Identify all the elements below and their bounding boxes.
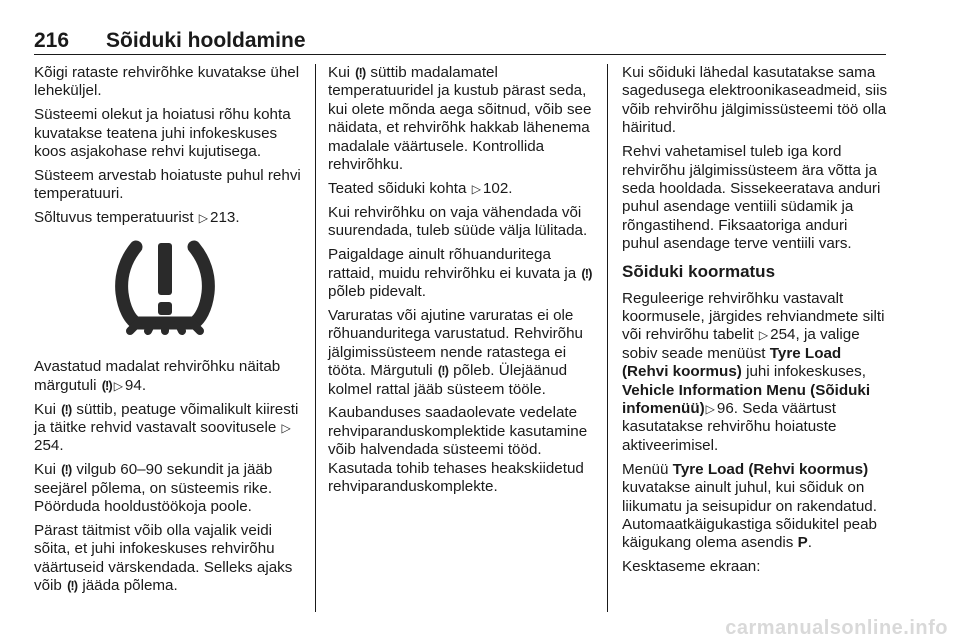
reference-arrow-icon: ▷	[758, 328, 769, 343]
tire-warning-icon: (!)	[581, 265, 592, 281]
paragraph: Kui sõiduki lähedal kasutatakse sama sagedusega elektroonikaseadmeid, siis võib rehvirõhu jälgimissüsteemi töö olla häiritud.	[622, 64, 888, 137]
tire-pressure-warning-icon	[34, 233, 296, 338]
watermark: carmanualsonline.info	[725, 617, 948, 639]
paragraph: Rehvi vahetamisel tuleb iga kord rehvirõhu jälgimissüsteem ära võtta ja seda hooldada. Sissekeeratava anduri puhul asendage ventiili südamik ja rõngastihend. Fiksaatoriga anduri puhul asendage terve ventiili vars.	[622, 143, 881, 253]
paragraph: Kui rehvirõhku on vaja vähendada või suurendada, tuleb süüde välja lülitada.	[328, 203, 588, 240]
menu-name: Tyre Load (Rehvi koormus)	[622, 344, 842, 381]
paragraph: Kui (!) süttib madalamatel temperatuuridel ja kustub pärast seda, kui olete mõnda aega sõitnud, võib see näidata, et rehvirõhk hakkab lähenema madalale väärtusele. Kontrollida rehvirõhku.	[328, 64, 592, 174]
page-reference[interactable]: 96.	[716, 400, 739, 417]
paragraph: Sõltuvus temperatuurist ▷ 213.	[34, 209, 240, 227]
paragraph: Reguleerige rehvirõhku vastavalt koormusele, järgides rehviandmete silti või rehvirõhu tabelit ▷ 254, ja valige sobiv seade menüüst Tyre Load (Rehvi koormus) juhi infokeskuses, Vehicle Information Menu (Sõiduki infomenüü)▷ 96. Seda väärtust kasutatakse rehvirõhu hoiatuste aktiveerimisel.	[622, 289, 885, 454]
tire-warning-icon: (!)	[437, 363, 448, 379]
reference-arrow-icon: ▷	[281, 420, 291, 435]
column-2	[328, 64, 593, 502]
paragraph: Süsteemi olekut ja hoiatusi rõhu kohta kuvatakse teatena juhi infokeskuses koos asjakohase rehvi kujutisega.	[34, 106, 291, 161]
reference-arrow-icon: ▷	[471, 181, 481, 196]
section-heading: Sõiduki koormatus	[622, 261, 776, 281]
paragraph: Süsteem arvestab hoiatuste puhul rehvi temperatuuri.	[34, 167, 301, 203]
tire-warning-icon: (!)	[61, 401, 72, 417]
reference-arrow-icon: ▷	[198, 211, 208, 226]
reference-arrow-icon: ▷	[113, 378, 123, 393]
paragraph: Menüü Tyre Load (Rehvi koormus) kuvatakse ainult juhul, kui sõiduk on liikumatu ja seisupidur on rakendatud. Automaatkäigukastiga sõidukitel peab käigukang olema asendis P.	[622, 460, 877, 552]
paragraph: Paigaldage ainult rõhuanduritega rattaid, muidu rehvirõhku ei kuvata ja (!) põleb pidevalt.	[328, 246, 592, 300]
page-reference[interactable]: 213.	[210, 209, 240, 227]
gear-position: P	[797, 534, 808, 552]
paragraph: Teated sõiduki kohta ▷ 102.	[328, 179, 513, 197]
column-1	[34, 64, 304, 601]
page-reference[interactable]: 254.	[34, 437, 64, 455]
page-number: 216	[34, 29, 70, 52]
menu-name: Vehicle Information Menu (Sõiduki infomenüü)	[622, 381, 871, 417]
column-divider	[315, 64, 316, 612]
menu-name: Tyre Load (Rehvi koormus)	[672, 460, 869, 478]
paragraph: Avastatud madalat rehvirõhku näitab märgutuli (!) ▷ 94.	[34, 358, 281, 394]
page-reference[interactable]: 94.	[124, 376, 147, 394]
column-3	[622, 64, 888, 582]
paragraph: Kui (!) vilgub 60–90 sekundit ja jääb seejärel põlema, on süsteemis rike. Pöörduda hooldustöökoja poole.	[34, 461, 273, 516]
column-divider	[607, 64, 608, 612]
page-reference[interactable]: 254	[770, 326, 796, 344]
page-reference[interactable]: 102.	[482, 179, 513, 197]
paragraph: Kaubanduses saadaolevate vedelate rehviparanduskomplektide kasutamine võib halvendada süsteemi tööd. Kasutada tohib tehases heakskiidetud rehviparanduskomplekte.	[328, 404, 588, 496]
tire-warning-icon: (!)	[355, 65, 366, 80]
paragraph: Varuratas või ajutine varuratas ei ole rõhuanduritega varustatud. Rehvirõhu jälgimissüsteem nende ratastega ei tööta. Märgutuli (!) põleb. Ülejäänud kolmel rattal jääb süsteem tööle.	[328, 306, 583, 398]
tire-warning-icon: (!)	[67, 578, 78, 594]
tire-warning-icon: (!)	[101, 377, 112, 393]
tire-pressure-warning-figure	[34, 233, 296, 338]
reference-arrow-icon: ▷	[705, 402, 715, 416]
paragraph: Kõigi rataste rehvirõhke kuvatakse ühel leheküljel.	[34, 64, 300, 100]
paragraph: Pärast täitmist võib olla vajalik veidi sõita, et juhi infokeskuses rehvirõhu väärtuseid värskendada. Selleks ajaks võib (!) jääda põlema.	[34, 522, 293, 595]
paragraph: Kesktaseme ekraan:	[622, 558, 761, 576]
page-title: Sõiduki hooldamine	[106, 29, 306, 52]
paragraph: Kui (!) süttib, peatuge võimalikult kiiresti ja täitke rehvid vastavalt soovitusele ▷254.	[34, 400, 299, 455]
tire-warning-icon: (!)	[61, 462, 72, 478]
page-header	[34, 30, 886, 55]
